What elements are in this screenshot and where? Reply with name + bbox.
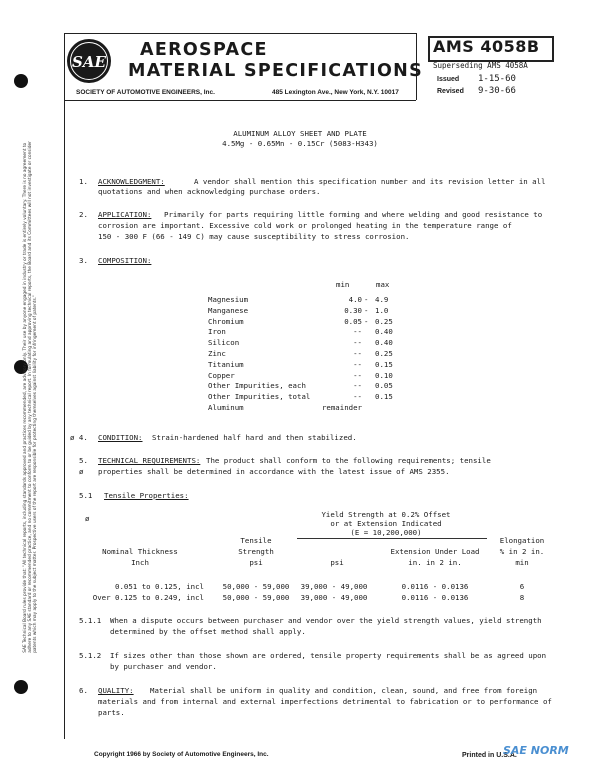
s511-line2: determined by the offset method shall apply. bbox=[110, 627, 306, 636]
s4-heading: CONDITION: bbox=[98, 433, 143, 442]
s511-number: 5.1.1 bbox=[79, 616, 102, 625]
yield-header-2: or at Extension Indicated bbox=[330, 519, 442, 528]
tensile-header-3: psi bbox=[249, 558, 263, 567]
revised-date: 9-30-66 bbox=[478, 86, 516, 96]
s5-number: 5. bbox=[79, 456, 88, 465]
s2-number: 2. bbox=[79, 210, 88, 219]
punch-hole bbox=[14, 680, 28, 694]
s1-heading: ACKNOWLEDGMENT: bbox=[98, 177, 165, 186]
comp-element: Magnesium bbox=[208, 295, 249, 304]
comp-max: 0.25 bbox=[375, 316, 393, 326]
tensile-change-mark: ø bbox=[85, 514, 90, 523]
doc-subtitle: 4.5Mg - 0.65Mn - 0.15Cr (5083-H343) bbox=[222, 139, 378, 148]
comp-max: 0.40 bbox=[375, 338, 393, 348]
comp-max: 0.15 bbox=[375, 359, 393, 369]
elongation-header-1: Elongation bbox=[499, 536, 545, 545]
comp-min: remainder bbox=[321, 403, 362, 412]
tensile-row-extension: 0.0116 - 0.0136 bbox=[401, 582, 469, 591]
tensile-row-elongation: 6 bbox=[519, 582, 525, 591]
comp-max: 1.0 bbox=[375, 305, 389, 315]
copyright: Copyright 1966 by Society of Automotive Engineers, Inc. bbox=[94, 751, 269, 758]
printed-in: Printed in U.S.A. bbox=[462, 752, 517, 759]
tensile-row-yield: 39,000 - 49,000 bbox=[300, 593, 368, 602]
s512-line2: by purchaser and vendor. bbox=[110, 662, 217, 671]
comp-dash: - bbox=[364, 305, 369, 315]
comp-min: -- bbox=[353, 349, 362, 358]
watermark-logo: SAE NORM bbox=[503, 744, 569, 757]
comp-min: 0.30 bbox=[344, 305, 362, 315]
issued-label: Issued bbox=[437, 76, 460, 83]
s512-number: 5.1.2 bbox=[79, 651, 102, 660]
thickness-header-1: Nominal Thickness bbox=[102, 547, 178, 556]
s51-heading: Tensile Properties: bbox=[104, 491, 189, 500]
comp-max: 0.40 bbox=[375, 327, 393, 337]
s5-line2: properties shall be determined in accordance with the latest issue of AMS 2355. bbox=[98, 467, 450, 476]
elongation-header-2: % in 2 in. bbox=[499, 547, 545, 556]
s6-line2: materials and from internal and external imperfections detrimental to fabrication or to performance of bbox=[98, 697, 552, 706]
s512-line1: If sizes other than those shown are ordered, tensile property requirements shall be as agreed upon bbox=[110, 651, 547, 660]
comp-min: -- bbox=[353, 359, 362, 369]
comp-element: Copper bbox=[208, 370, 235, 380]
comp-min: -- bbox=[353, 392, 362, 402]
society-name: SOCIETY OF AUTOMOTIVE ENGINEERS, Inc. bbox=[76, 89, 215, 96]
s1-number: 1. bbox=[79, 177, 88, 186]
comp-min: 4.0 bbox=[348, 295, 362, 304]
elongation-header-3: min bbox=[515, 558, 529, 567]
punch-hole bbox=[14, 74, 28, 88]
comp-element: Chromium bbox=[208, 316, 244, 326]
left-margin-rule bbox=[64, 33, 65, 739]
s1-line1: A vendor shall mention this specification number and its revision letter in all bbox=[194, 177, 546, 186]
s6-line1: Material shall be uniform in quality and condition, clean, sound, and free from foreign bbox=[150, 686, 538, 695]
s6-heading: QUALITY: bbox=[98, 686, 134, 695]
s51-number: 5.1 bbox=[79, 491, 93, 500]
superseding-note: Superseding AMS 4058A bbox=[433, 61, 528, 70]
s4-number: ø 4. bbox=[70, 433, 88, 442]
side-disclaimer-text: SAE Technical Board rules provide that: "All technical reports, including standards approved and practices recommended, are advisory only. Their use by anyone engaged in industry or trade is entirely voluntary. There is no agreement to adhere to any SAE standard or recommended practice, and no commitment to conform to or be guided by any technical report. In formulating and approving technical reports, the Board and its Committees will not investigate or consider patents which may apply to the subject matter. Prospective users of the report are responsible for protecting themselves against liability for infringement of patents." bbox=[23, 141, 39, 653]
s5-line1: The product shall conform to the following requirements; tensile bbox=[206, 456, 491, 465]
comp-min: -- bbox=[353, 381, 362, 391]
s2-heading: APPLICATION: bbox=[98, 210, 152, 219]
comp-min: -- bbox=[353, 327, 362, 337]
spec-number: AMS 4058B bbox=[433, 37, 540, 56]
s1-line2: quotations and when acknowledging purchase orders. bbox=[98, 187, 321, 196]
comp-element: Other Impurities, each bbox=[208, 381, 306, 391]
comp-max: 0.10 bbox=[375, 370, 393, 380]
comp-element: Silicon bbox=[208, 338, 240, 348]
comp-max: 0.15 bbox=[375, 392, 393, 402]
comp-col-min: min bbox=[336, 280, 350, 289]
comp-min: -- bbox=[353, 338, 362, 348]
extension-header-2: in. in 2 in. bbox=[408, 558, 462, 567]
comp-max: 0.05 bbox=[375, 381, 393, 391]
header-bottom-rule bbox=[64, 100, 416, 101]
s3-heading: COMPOSITION: bbox=[98, 256, 152, 265]
comp-element: Iron bbox=[208, 327, 226, 337]
tensile-row-strength: 50,000 - 59,000 bbox=[222, 582, 290, 591]
side-disclaimer bbox=[23, 130, 39, 653]
s2-line1: Primarily for parts requiring little forming and where welding and good resistance to bbox=[164, 210, 543, 219]
yield-psi-header: psi bbox=[330, 558, 344, 567]
comp-element: Zinc bbox=[208, 349, 226, 358]
tensile-row-extension: 0.0116 - 0.0136 bbox=[401, 593, 469, 602]
logo-text: SAE bbox=[72, 53, 106, 71]
comp-element: Titanium bbox=[208, 359, 244, 369]
tensile-header-1: Tensile bbox=[240, 536, 272, 545]
thickness-header-2: Inch bbox=[131, 558, 149, 567]
sae-logo bbox=[66, 38, 112, 84]
tensile-row-thickness: 0.051 to 0.125, incl bbox=[115, 582, 204, 591]
tensile-row-elongation: 8 bbox=[519, 593, 525, 602]
comp-min: 0.05 bbox=[344, 316, 362, 326]
revised-label: Revised bbox=[437, 88, 464, 95]
s6-number: 6. bbox=[79, 686, 88, 695]
s5-heading: TECHNICAL REQUIREMENTS: bbox=[98, 456, 201, 465]
comp-element: Other Impurities, total bbox=[208, 392, 311, 402]
doc-title: ALUMINUM ALLOY SHEET AND PLATE bbox=[233, 129, 367, 138]
s6-line3: parts. bbox=[98, 708, 125, 717]
comp-dash: - bbox=[364, 316, 369, 326]
tensile-row-yield: 39,000 - 49,000 bbox=[300, 582, 368, 591]
s5-change-mark: ø bbox=[79, 467, 84, 476]
comp-col-max: max bbox=[376, 280, 390, 289]
extension-header-1: Extension Under Load bbox=[390, 547, 480, 556]
s511-line1: When a dispute occurs between purchaser and vendor over the yield strength values, yield strength bbox=[110, 616, 542, 625]
comp-max: 4.9 bbox=[375, 295, 389, 304]
tensile-row-thickness: Over 0.125 to 0.249, incl bbox=[92, 593, 204, 602]
yield-header-3: (E = 10,200,000) bbox=[350, 528, 422, 537]
yield-header-1: Yield Strength at 0.2% Offset bbox=[321, 510, 451, 519]
title-material-specs: MATERIAL SPECIFICATIONS bbox=[128, 61, 423, 81]
s4-text: Strain-hardened half hard and then stabilized. bbox=[152, 433, 357, 442]
comp-element: Manganese bbox=[208, 305, 249, 315]
issued-date: 1-15-60 bbox=[478, 74, 516, 84]
s3-number: 3. bbox=[79, 256, 88, 265]
tensile-row-strength: 50,000 - 59,000 bbox=[222, 593, 290, 602]
s2-line3: 150 - 300 F (66 - 149 C) may cause susceptibility to stress corrosion. bbox=[98, 232, 410, 241]
comp-element: Aluminum bbox=[208, 403, 244, 412]
comp-dash: - bbox=[364, 295, 369, 304]
s2-line2: corrosion are important. Excessive cold work or prolonged heating in the temperature range of bbox=[98, 221, 512, 230]
comp-max: 0.25 bbox=[375, 349, 393, 358]
tensile-header-2: Strength bbox=[238, 547, 274, 556]
yield-header-rule bbox=[297, 538, 487, 539]
header-top-rule bbox=[64, 33, 416, 34]
society-address: 485 Lexington Ave., New York, N.Y. 10017 bbox=[272, 89, 399, 96]
comp-min: -- bbox=[353, 370, 362, 380]
title-aerospace: AEROSPACE bbox=[140, 40, 268, 60]
